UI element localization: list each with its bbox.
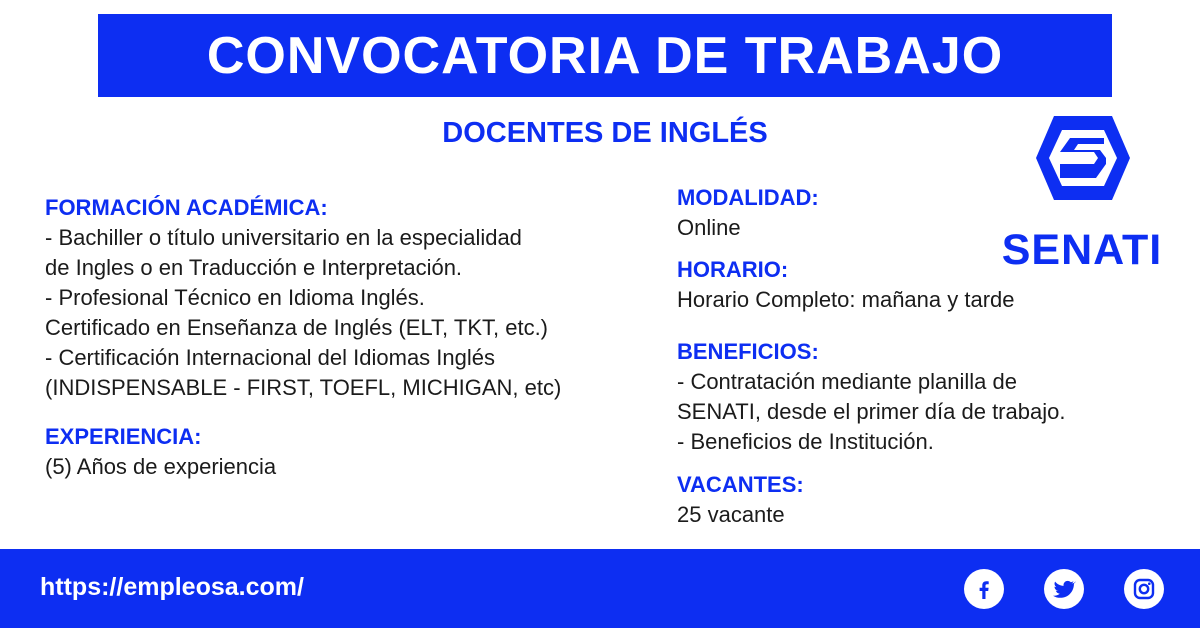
left-column xyxy=(45,193,665,482)
senati-logo-text: SENATI xyxy=(1001,226,1163,274)
website-link[interactable]: https://empleosa.com/ xyxy=(40,573,304,601)
formacion-title: FORMACIÓN ACADÉMICA: xyxy=(45,195,328,220)
vacantes-title: VACANTES: xyxy=(677,472,804,497)
instagram-icon[interactable] xyxy=(1124,569,1164,609)
modalidad-title: MODALIDAD: xyxy=(677,185,819,210)
experiencia-line: (5) Años de experiencia xyxy=(45,454,277,479)
formacion-line: - Certificación Internacional del Idiomas Inglés xyxy=(45,345,496,370)
horario-line: Horario Completo: mañana y tarde xyxy=(677,287,1015,312)
formacion-line: de Ingles o en Traducción e Interpretación. xyxy=(45,255,463,280)
formacion-line: (INDISPENSABLE - FIRST, TOEFL, MICHIGAN, etc) xyxy=(45,375,562,400)
beneficios-line: SENATI, desde el primer día de trabajo. xyxy=(677,399,1066,424)
modalidad-line: Online xyxy=(677,215,741,240)
beneficios-line: - Contratación mediante planilla de xyxy=(677,369,1017,394)
experiencia-title: EXPERIENCIA: xyxy=(45,424,202,449)
right-column xyxy=(677,183,1157,530)
formacion-line: Certificado en Enseñanza de Inglés (ELT, TKT, etc.) xyxy=(45,315,549,340)
horario-title: HORARIO: xyxy=(677,257,789,282)
formacion-line: - Bachiller o título universitario en la especialidad xyxy=(45,225,522,250)
beneficios-title: BENEFICIOS: xyxy=(677,339,819,364)
twitter-icon[interactable] xyxy=(1044,569,1084,609)
beneficios-line: - Beneficios de Institución. xyxy=(677,429,934,454)
page-title: CONVOCATORIA DE TRABAJO xyxy=(206,26,1004,85)
footer-bar xyxy=(0,549,1200,628)
formacion-line: - Profesional Técnico en Idioma Inglés. xyxy=(45,285,425,310)
header-banner xyxy=(98,14,1112,97)
facebook-icon[interactable] xyxy=(964,569,1004,609)
vacantes-line: 25 vacante xyxy=(677,502,785,527)
job-subtitle: DOCENTES DE INGLÉS xyxy=(442,117,768,149)
